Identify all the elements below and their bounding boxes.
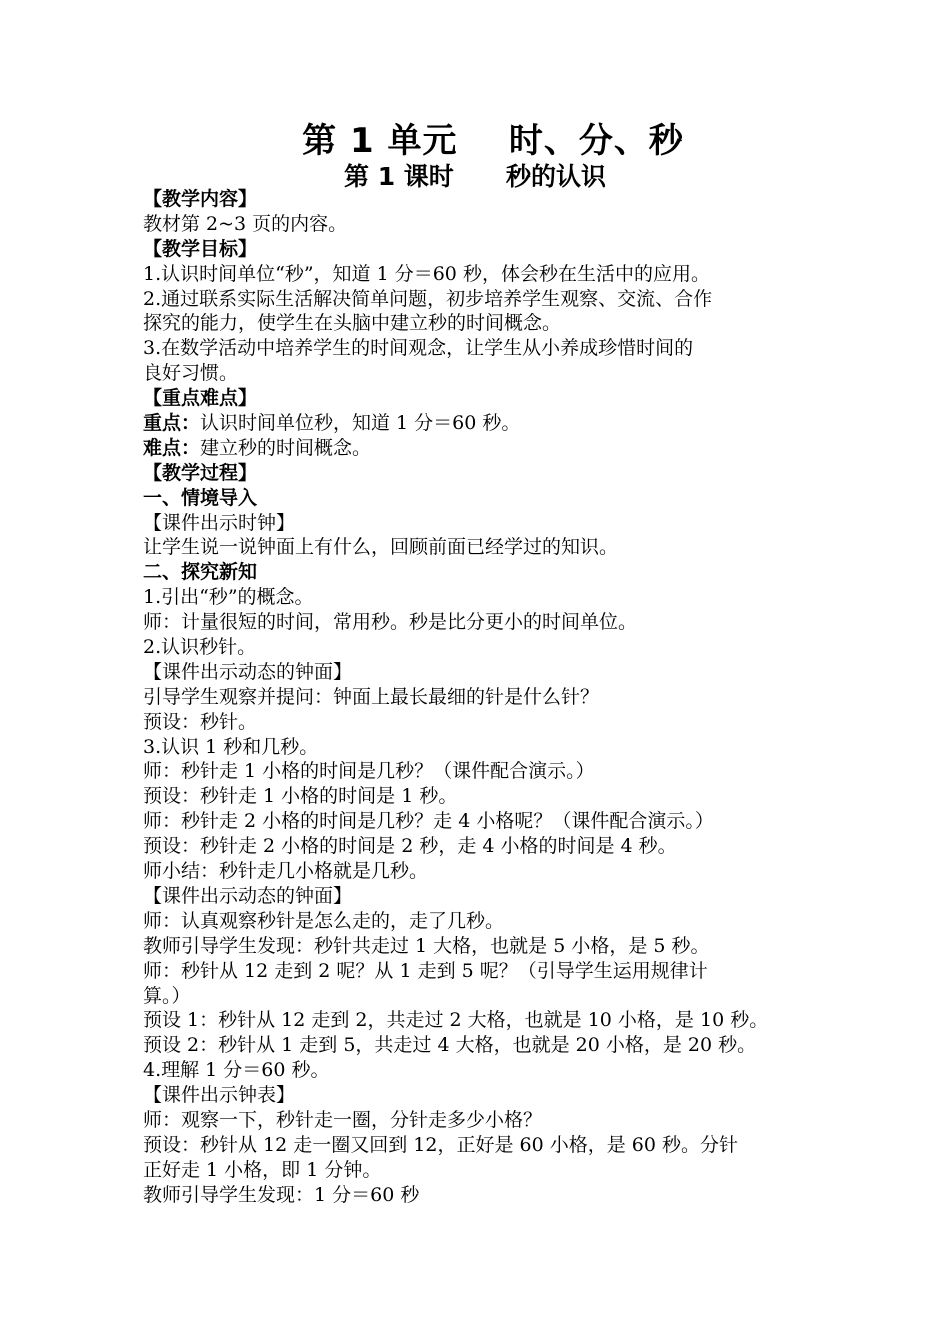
text-line: 【课件出示钟表】 xyxy=(143,1084,296,1107)
text-line: 师：计量很短的时间，常用秒。秒是比分更小的时间单位。 xyxy=(143,611,638,634)
text-line: 【课件出示动态的钟面】 xyxy=(143,660,353,683)
line-text: 建立秒的时间概念。 xyxy=(200,436,372,459)
text-line: 预设：秒针。 xyxy=(143,710,258,733)
text-line: 师：秒针走 1 小格的时间是几秒？（课件配合演示。） xyxy=(143,760,595,783)
text-line: 【课件出示时钟】 xyxy=(143,511,296,534)
text-line: 【课件出示动态的钟面】 xyxy=(143,884,353,907)
text-line: 4.理解 1 分＝60 秒。 xyxy=(143,1059,330,1082)
text-line: 算。） xyxy=(143,984,191,1007)
text-line: 良好习惯。 xyxy=(143,362,239,385)
text-line: 探究的能力，使学生在头脑中建立秒的时间概念。 xyxy=(143,312,562,335)
section-heading: 二、探究新知 xyxy=(143,561,258,584)
section-heading: 【重点难点】 xyxy=(143,387,258,410)
line-text: 认识时间单位秒，知道 1 分＝60 秒。 xyxy=(200,412,521,435)
text-line: 1.认识时间单位“秒”，知道 1 分＝60 秒，体会秒在生活中的应用。 xyxy=(143,262,710,285)
section-heading: 【教学过程】 xyxy=(143,461,258,484)
text-line: 正好走 1 小格，即 1 分钟。 xyxy=(143,1158,382,1181)
text-line: 预设 1：秒针从 12 走到 2，共走过 2 大格，也就是 10 小格，是 10 秒。 xyxy=(143,1009,769,1032)
text-line: 2.认识秒针。 xyxy=(143,636,257,659)
text-line: 预设：秒针走 1 小格的时间是 1 秒。 xyxy=(143,785,458,808)
text-line: 教材第 2~3 页的内容。 xyxy=(143,212,348,235)
text-line: 3.在数学活动中培养学生的时间观念，让学生从小养成珍惜时间的 xyxy=(143,337,694,360)
text-line: 3.认识 1 秒和几秒。 xyxy=(143,735,319,758)
text-line: 引导学生观察并提问：钟面上最长最细的针是什么针？ xyxy=(143,685,600,708)
unit-title: 第 1 单元 时、分、秒 xyxy=(302,121,684,161)
text-line: 师：观察一下，秒针走一圈，分针走多少小格？ xyxy=(143,1108,543,1131)
line-label: 重点： xyxy=(143,412,201,435)
text-line: 师：秒针走 2 小格的时间是几秒？走 4 小格呢？（课件配合演示。） xyxy=(143,810,714,833)
text-line: 预设 2：秒针从 1 走到 5，共走过 4 大格，也就是 20 小格，是 20 秒。 xyxy=(143,1034,757,1057)
text-line: 预设：秒针走 2 小格的时间是 2 秒，走 4 小格的时间是 4 秒。 xyxy=(143,835,677,858)
lesson-subtitle: 第 1 课时 秒的认识 xyxy=(343,162,607,191)
text-line: 2.通过联系实际生活解决简单问题，初步培养学生观察、交流、合作 xyxy=(143,287,713,310)
text-line: 教师引导学生发现：1 分＝60 秒 xyxy=(143,1183,420,1206)
text-line xyxy=(143,436,833,461)
text-line: 教师引导学生发现：秒针共走过 1 大格，也就是 5 小格，是 5 秒。 xyxy=(143,934,710,957)
text-line: 师：认真观察秒针是怎么走的，走了几秒。 xyxy=(143,909,505,932)
section-heading: 【教学目标】 xyxy=(143,237,258,260)
text-line: 预设：秒针从 12 走一圈又回到 12，正好是 60 小格，是 60 秒。分针 xyxy=(143,1133,738,1156)
text-line: 1.引出“秒”的概念。 xyxy=(143,586,314,609)
section-heading: 一、情境导入 xyxy=(143,486,258,509)
text-line: 师：秒针从 12 走到 2 呢？从 1 走到 5 呢？（引导学生运用规律计 xyxy=(143,959,708,982)
text-line: 师小结：秒针走几小格就是几秒。 xyxy=(143,860,429,883)
document-body xyxy=(143,187,833,1208)
section-heading: 【教学内容】 xyxy=(143,188,258,210)
text-line: 让学生说一说钟面上有什么，回顾前面已经学过的知识。 xyxy=(143,536,619,559)
line-label: 难点： xyxy=(143,436,201,459)
text-line xyxy=(143,411,833,436)
